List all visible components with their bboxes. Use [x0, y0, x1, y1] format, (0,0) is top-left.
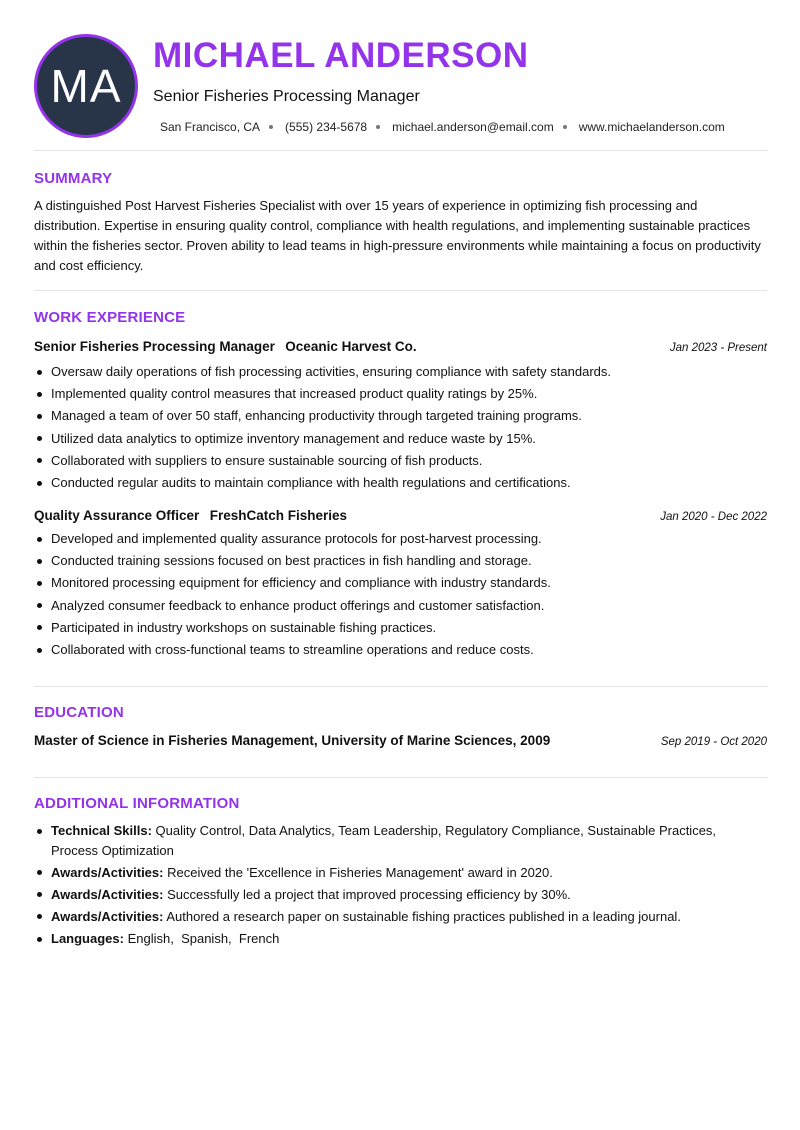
list-item: Implemented quality control measures that increased product quality ratings by 25%. [34, 383, 764, 405]
job-bullet-list [34, 528, 764, 661]
education-heading: EDUCATION [34, 704, 124, 721]
info-label: Awards/Activities: [51, 908, 164, 924]
job-role: Senior Fisheries Processing Manager [34, 339, 275, 354]
additional-info-heading: ADDITIONAL INFORMATION [34, 795, 240, 812]
list-item [34, 821, 744, 860]
separator-dot-icon [376, 125, 380, 129]
list-item: Collaborated with cross-functional teams to streamline operations and reduce costs. [34, 639, 764, 661]
job-dates: Jan 2023 - Present [669, 342, 767, 354]
avatar-initials: MA [50, 60, 122, 112]
job-heading [34, 507, 347, 525]
section-divider [34, 150, 767, 151]
contact-website: www.michaelanderson.com [578, 120, 725, 134]
list-item [34, 885, 744, 905]
section-divider [34, 777, 767, 778]
separator-dot-icon [563, 125, 567, 129]
section-divider [34, 686, 767, 687]
list-item: Conducted regular audits to maintain compliance with health regulations and certifications. [34, 472, 764, 494]
list-item [34, 863, 744, 883]
contact-email: michael.anderson@email.com [392, 120, 554, 134]
job-company: FreshCatch Fisheries [209, 508, 348, 523]
contact-phone: (555) 234-5678 [285, 120, 368, 134]
job-bullet-list [34, 361, 764, 494]
list-item [34, 929, 744, 949]
info-label: Languages: [51, 931, 124, 946]
list-item: Participated in industry workshops on sustainable fishing practices. [34, 617, 764, 639]
job-role: Quality Assurance Officer [34, 508, 200, 523]
info-label: Awards/Activities: [51, 864, 164, 880]
list-item: Collaborated with suppliers to ensure sustainable sourcing of fish products. [34, 450, 764, 472]
summary-text: A distinguished Post Harvest Fisheries Specialist with over 15 years of experience in optimizing fish processing and distribution. Expertise in ensuring quality control, compliance with health regulations, and implementing sustainable practices within the fisheries sector. Proven ability to lead teams in high-pressure environments while maintaining a focus on productivity and cost efficiency. [34, 198, 761, 273]
list-item: Conducted training sessions focused on best practices in fish handling and storage. [34, 550, 764, 572]
work-experience-heading: WORK EXPERIENCE [34, 309, 186, 326]
summary-heading: SUMMARY [34, 170, 113, 187]
education-degree: Master of Science in Fisheries Management, University of Marine Sciences, 2009 [34, 733, 551, 748]
separator-dot-icon [269, 125, 273, 129]
list-item: Utilized data analytics to optimize inventory management and reduce waste by 15%. [34, 428, 764, 450]
list-item: Monitored processing equipment for efficiency and compliance with industry standards. [34, 572, 764, 594]
list-item: Managed a team of over 50 staff, enhancing productivity through targeted training programs. [34, 405, 764, 427]
job-header [34, 507, 767, 525]
info-label: Technical Skills: [51, 823, 152, 838]
info-text: Successfully led a project that improved processing efficiency by 30%. [167, 886, 571, 902]
education-dates: Sep 2019 - Oct 2020 [660, 736, 767, 748]
contact-location: San Francisco, CA [160, 120, 261, 134]
candidate-name: MICHAEL ANDERSON [153, 36, 529, 75]
info-text: Authored a research paper on sustainable fishing practices published in a leading journal. [166, 908, 681, 924]
job-heading [34, 338, 417, 356]
job-header [34, 338, 767, 356]
job-company: Oceanic Harvest Co. [285, 339, 417, 354]
list-item: Oversaw daily operations of fish processing activities, ensuring compliance with safety standards. [34, 361, 764, 383]
avatar [34, 34, 138, 138]
contact-bar [160, 120, 725, 134]
info-text: English, Spanish, French [127, 931, 280, 946]
additional-info-list [34, 821, 744, 951]
list-item [34, 907, 744, 927]
info-text: Received the 'Excellence in Fisheries Management' award in 2020. [167, 864, 553, 880]
candidate-title: Senior Fisheries Processing Manager [153, 88, 420, 105]
section-divider [34, 290, 767, 291]
education-entry [34, 733, 767, 748]
list-item: Developed and implemented quality assurance protocols for post-harvest processing. [34, 528, 764, 550]
info-text: Quality Control, Data Analytics, Team Leadership, Regulatory Compliance, Sustainable Practices, Process Optimization [51, 823, 717, 858]
list-item: Analyzed consumer feedback to enhance product offerings and customer satisfaction. [34, 595, 764, 617]
job-dates: Jan 2020 - Dec 2022 [660, 511, 767, 523]
info-label: Awards/Activities: [51, 886, 164, 902]
